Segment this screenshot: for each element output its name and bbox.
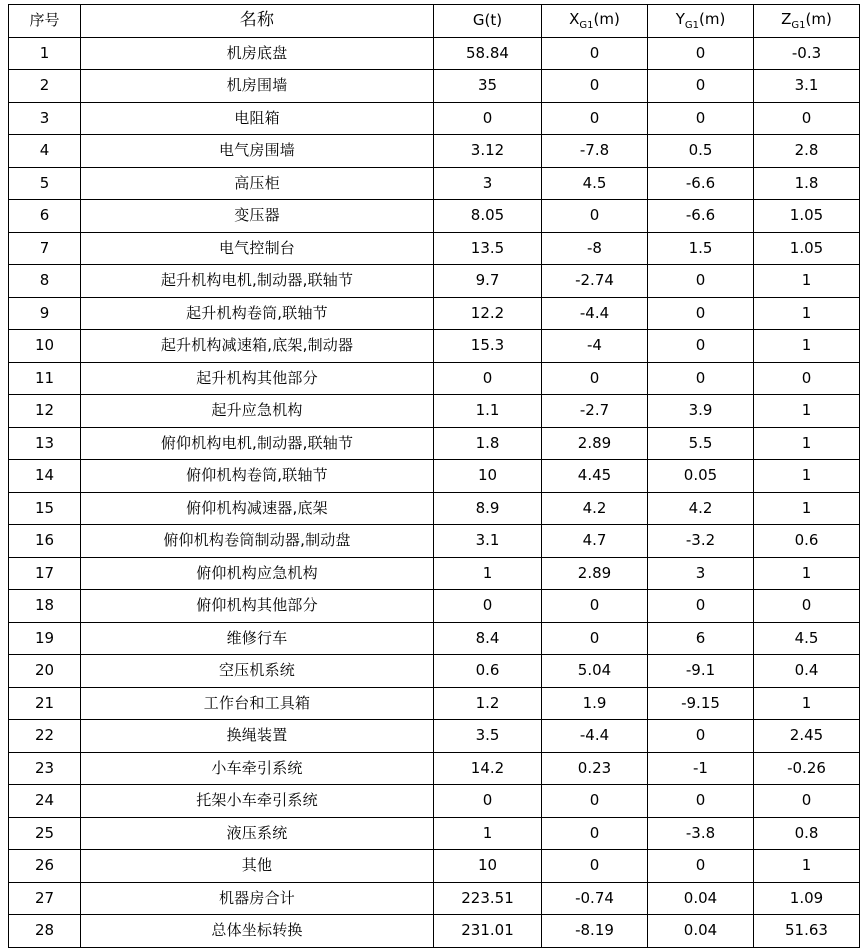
cell-xg1: 1.9 (542, 687, 648, 720)
cell-g: 3.1 (434, 525, 542, 558)
cell-index: 1 (9, 37, 81, 70)
cell-yg1: 3 (648, 557, 754, 590)
cell-zg1: 1.8 (754, 167, 860, 200)
cell-yg1: -6.6 (648, 200, 754, 233)
table-row (9, 265, 860, 298)
cell-index: 10 (9, 330, 81, 363)
table-row (9, 362, 860, 395)
cell-name: 空压机系统 (81, 655, 434, 688)
cell-g: 0 (434, 590, 542, 623)
table-row (9, 557, 860, 590)
table-row (9, 70, 860, 103)
cell-index: 2 (9, 70, 81, 103)
cell-name: 机器房合计 (81, 882, 434, 915)
table-row (9, 752, 860, 785)
cell-name: 托架小车牵引系统 (81, 785, 434, 818)
cell-yg1: 0 (648, 362, 754, 395)
cell-index: 11 (9, 362, 81, 395)
cell-yg1: 0 (648, 265, 754, 298)
cell-name: 俯仰机构减速器,底架 (81, 492, 434, 525)
table-row (9, 427, 860, 460)
cell-zg1: 0.8 (754, 817, 860, 850)
cell-yg1: -3.2 (648, 525, 754, 558)
cell-g: 3.5 (434, 720, 542, 753)
cell-xg1: 0 (542, 200, 648, 233)
cell-zg1: 1 (754, 297, 860, 330)
cell-index: 24 (9, 785, 81, 818)
cell-zg1: 0 (754, 785, 860, 818)
cell-xg1: -4.4 (542, 297, 648, 330)
cell-xg1: 0.23 (542, 752, 648, 785)
table-row (9, 622, 860, 655)
cell-name: 其他 (81, 850, 434, 883)
cell-g: 9.7 (434, 265, 542, 298)
cell-index: 6 (9, 200, 81, 233)
cell-index: 7 (9, 232, 81, 265)
cell-name: 电气房围墙 (81, 135, 434, 168)
cell-g: 8.05 (434, 200, 542, 233)
cell-yg1: 0 (648, 720, 754, 753)
cell-yg1: 0 (648, 850, 754, 883)
cell-name: 起升机构减速箱,底架,制动器 (81, 330, 434, 363)
cell-yg1: 0.04 (648, 882, 754, 915)
cell-g: 13.5 (434, 232, 542, 265)
header-xg1 (542, 5, 648, 38)
table-row (9, 200, 860, 233)
table-row (9, 102, 860, 135)
cell-name: 机房围墙 (81, 70, 434, 103)
cell-xg1: 0 (542, 70, 648, 103)
cell-xg1: 2.89 (542, 557, 648, 590)
cell-yg1: 0 (648, 297, 754, 330)
cell-xg1: -0.74 (542, 882, 648, 915)
cell-xg1: -4.4 (542, 720, 648, 753)
cell-zg1: -0.26 (754, 752, 860, 785)
cell-zg1: 1 (754, 687, 860, 720)
cell-g: 14.2 (434, 752, 542, 785)
cell-g: 1 (434, 817, 542, 850)
cell-yg1: 0 (648, 590, 754, 623)
cell-zg1: 51.63 (754, 915, 860, 948)
table-row (9, 492, 860, 525)
cell-xg1: -8.19 (542, 915, 648, 948)
cell-index: 8 (9, 265, 81, 298)
cell-xg1: 4.45 (542, 460, 648, 493)
cell-zg1: 2.45 (754, 720, 860, 753)
cell-yg1: 0 (648, 330, 754, 363)
header-yg1-main: Y (675, 9, 685, 28)
cell-index: 26 (9, 850, 81, 883)
cell-index: 25 (9, 817, 81, 850)
cell-g: 223.51 (434, 882, 542, 915)
cell-zg1: 4.5 (754, 622, 860, 655)
cell-index: 4 (9, 135, 81, 168)
cell-zg1: 1.05 (754, 200, 860, 233)
cell-zg1: 0.4 (754, 655, 860, 688)
header-g: G(t) (434, 5, 542, 38)
cell-index: 5 (9, 167, 81, 200)
cell-name: 变压器 (81, 200, 434, 233)
table-row (9, 330, 860, 363)
table-row (9, 720, 860, 753)
cell-xg1: -8 (542, 232, 648, 265)
header-xg1-unit: (m) (593, 9, 620, 28)
table-row (9, 915, 860, 948)
cell-index: 19 (9, 622, 81, 655)
cell-g: 231.01 (434, 915, 542, 948)
header-name: 名称 (81, 5, 434, 38)
table-row (9, 882, 860, 915)
cell-g: 1.8 (434, 427, 542, 460)
cell-g: 35 (434, 70, 542, 103)
cell-index: 9 (9, 297, 81, 330)
cell-yg1: 6 (648, 622, 754, 655)
cell-zg1: 0 (754, 102, 860, 135)
cell-name: 起升机构电机,制动器,联轴节 (81, 265, 434, 298)
cell-index: 23 (9, 752, 81, 785)
cell-name: 起升机构卷筒,联轴节 (81, 297, 434, 330)
cell-g: 10 (434, 460, 542, 493)
cell-xg1: 4.2 (542, 492, 648, 525)
cell-name: 起升应急机构 (81, 395, 434, 428)
cell-g: 8.4 (434, 622, 542, 655)
cell-zg1: 1 (754, 395, 860, 428)
cell-index: 17 (9, 557, 81, 590)
cell-xg1: 0 (542, 622, 648, 655)
cell-yg1: -3.8 (648, 817, 754, 850)
cell-index: 21 (9, 687, 81, 720)
header-index: 序号 (9, 5, 81, 38)
cell-g: 8.9 (434, 492, 542, 525)
table-row (9, 817, 860, 850)
cell-yg1: -9.1 (648, 655, 754, 688)
table-row (9, 590, 860, 623)
cell-yg1: 0 (648, 70, 754, 103)
cell-xg1: 0 (542, 850, 648, 883)
cell-yg1: -1 (648, 752, 754, 785)
cell-index: 18 (9, 590, 81, 623)
cell-name: 换绳装置 (81, 720, 434, 753)
cell-name: 工作台和工具箱 (81, 687, 434, 720)
cell-name: 俯仰机构电机,制动器,联轴节 (81, 427, 434, 460)
cell-name: 液压系统 (81, 817, 434, 850)
cell-yg1: 0.04 (648, 915, 754, 948)
cell-name: 俯仰机构应急机构 (81, 557, 434, 590)
cell-zg1: 2.8 (754, 135, 860, 168)
cell-zg1: 0 (754, 362, 860, 395)
cell-name: 电阻箱 (81, 102, 434, 135)
table-row (9, 167, 860, 200)
table-row (9, 460, 860, 493)
cell-index: 14 (9, 460, 81, 493)
cell-zg1: 1 (754, 850, 860, 883)
cell-xg1: 4.7 (542, 525, 648, 558)
cell-yg1: 3.9 (648, 395, 754, 428)
cell-index: 28 (9, 915, 81, 948)
cell-index: 3 (9, 102, 81, 135)
header-xg1-sub: G1 (579, 19, 594, 31)
cell-g: 1 (434, 557, 542, 590)
cell-zg1: 1.09 (754, 882, 860, 915)
cell-xg1: 5.04 (542, 655, 648, 688)
cell-index: 15 (9, 492, 81, 525)
header-yg1-sub: G1 (684, 19, 699, 31)
cell-xg1: 0 (542, 817, 648, 850)
table-row (9, 850, 860, 883)
cell-xg1: 4.5 (542, 167, 648, 200)
cell-g: 15.3 (434, 330, 542, 363)
cell-name: 高压柜 (81, 167, 434, 200)
cell-zg1: 1.05 (754, 232, 860, 265)
cell-yg1: 1.5 (648, 232, 754, 265)
table-row (9, 395, 860, 428)
table-row (9, 232, 860, 265)
table-row (9, 37, 860, 70)
cell-name: 维修行车 (81, 622, 434, 655)
cell-xg1: 0 (542, 102, 648, 135)
cell-index: 20 (9, 655, 81, 688)
cell-index: 22 (9, 720, 81, 753)
cell-xg1: -4 (542, 330, 648, 363)
cell-xg1: 0 (542, 362, 648, 395)
cell-g: 58.84 (434, 37, 542, 70)
cell-name: 机房底盘 (81, 37, 434, 70)
cell-yg1: 0 (648, 785, 754, 818)
cell-zg1: 1 (754, 427, 860, 460)
table-header-row (9, 5, 860, 38)
cell-name: 小车牵引系统 (81, 752, 434, 785)
cell-yg1: 0.5 (648, 135, 754, 168)
cell-xg1: 0 (542, 785, 648, 818)
header-zg1 (754, 5, 860, 38)
header-yg1-unit: (m) (698, 9, 726, 28)
cell-index: 16 (9, 525, 81, 558)
table-row (9, 655, 860, 688)
header-xg1-main: X (569, 9, 580, 28)
cell-xg1: -2.7 (542, 395, 648, 428)
cell-g: 1.2 (434, 687, 542, 720)
cell-xg1: -7.8 (542, 135, 648, 168)
header-zg1-sub: G1 (791, 19, 806, 31)
header-yg1 (648, 5, 754, 38)
header-zg1-unit: (m) (805, 9, 832, 28)
components-mass-coordinates-table (8, 4, 860, 948)
cell-g: 0 (434, 362, 542, 395)
table-row (9, 785, 860, 818)
cell-g: 0.6 (434, 655, 542, 688)
cell-xg1: 0 (542, 590, 648, 623)
cell-g: 0 (434, 785, 542, 818)
table-row (9, 525, 860, 558)
cell-zg1: 0.6 (754, 525, 860, 558)
cell-name: 起升机构其他部分 (81, 362, 434, 395)
cell-index: 27 (9, 882, 81, 915)
cell-g: 3 (434, 167, 542, 200)
cell-zg1: 1 (754, 492, 860, 525)
cell-yg1: 0.05 (648, 460, 754, 493)
header-zg1-main: Z (781, 9, 792, 28)
cell-name: 俯仰机构卷筒,联轴节 (81, 460, 434, 493)
cell-xg1: 0 (542, 37, 648, 70)
cell-xg1: -2.74 (542, 265, 648, 298)
cell-index: 13 (9, 427, 81, 460)
cell-zg1: -0.3 (754, 37, 860, 70)
cell-yg1: 4.2 (648, 492, 754, 525)
table-row (9, 135, 860, 168)
cell-g: 1.1 (434, 395, 542, 428)
cell-zg1: 1 (754, 265, 860, 298)
cell-zg1: 1 (754, 330, 860, 363)
cell-yg1: -6.6 (648, 167, 754, 200)
cell-g: 12.2 (434, 297, 542, 330)
cell-yg1: -9.15 (648, 687, 754, 720)
cell-zg1: 1 (754, 460, 860, 493)
cell-name: 电气控制台 (81, 232, 434, 265)
cell-yg1: 0 (648, 102, 754, 135)
cell-name: 总体坐标转换 (81, 915, 434, 948)
cell-name: 俯仰机构卷筒制动器,制动盘 (81, 525, 434, 558)
cell-g: 0 (434, 102, 542, 135)
cell-yg1: 0 (648, 37, 754, 70)
cell-g: 3.12 (434, 135, 542, 168)
table-row (9, 687, 860, 720)
cell-index: 12 (9, 395, 81, 428)
cell-name: 俯仰机构其他部分 (81, 590, 434, 623)
cell-xg1: 2.89 (542, 427, 648, 460)
cell-yg1: 5.5 (648, 427, 754, 460)
cell-zg1: 1 (754, 557, 860, 590)
cell-g: 10 (434, 850, 542, 883)
table-row (9, 297, 860, 330)
cell-zg1: 0 (754, 590, 860, 623)
cell-zg1: 3.1 (754, 70, 860, 103)
